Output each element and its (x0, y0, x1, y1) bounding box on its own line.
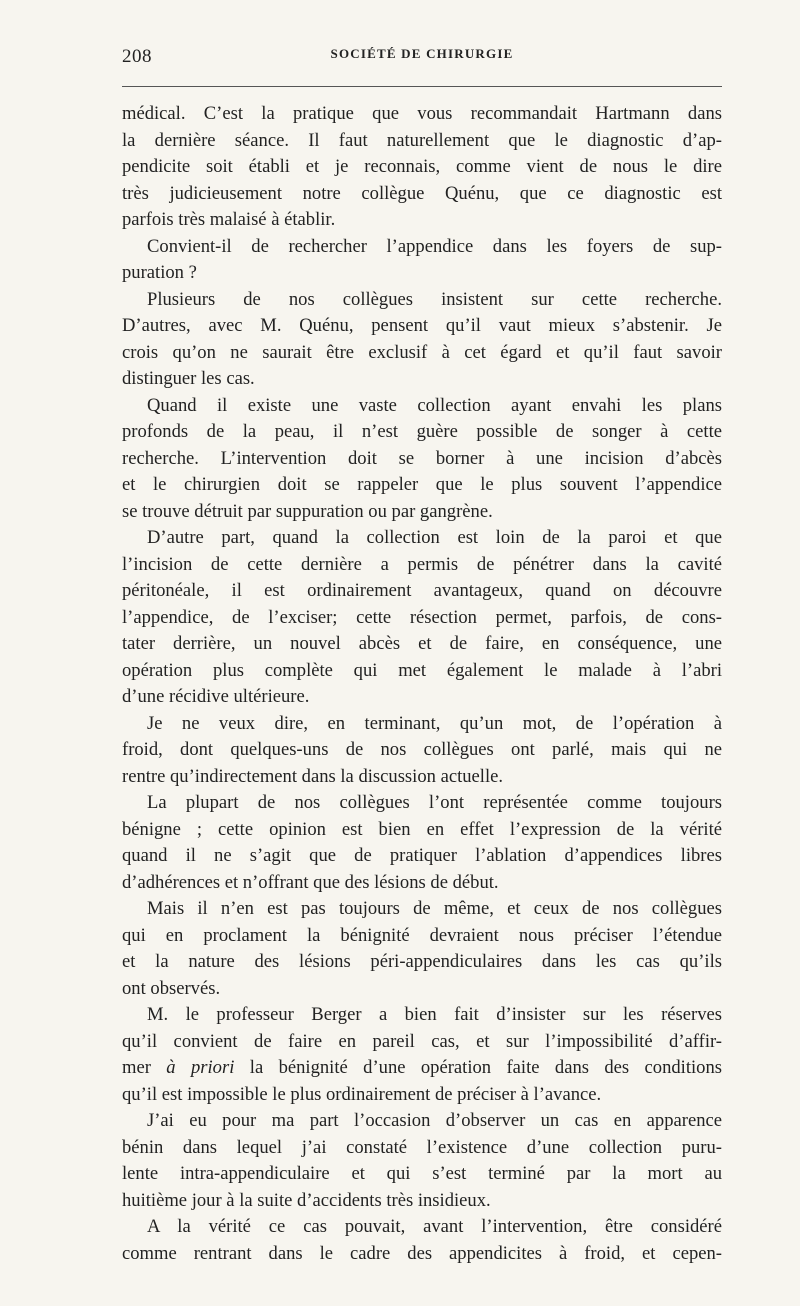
text-line: la dernière séance. Il faut naturellement que le diagnostic d’ap- (122, 129, 722, 151)
text-line: parfois très malaisé à établir. (122, 209, 336, 230)
paragraph (122, 896, 722, 1002)
text-line: d’une récidive ultérieure. (122, 686, 310, 707)
paragraph (122, 1214, 722, 1267)
text-line: se trouve détruit par suppuration ou par gangrène. (122, 500, 493, 522)
paragraph (122, 234, 722, 287)
running-title: SOCIÉTÉ DE CHIRURGIE (330, 46, 514, 61)
page-number: 208 (122, 46, 152, 67)
text-line: Plusieurs de nos collègues insistent sur cette recherche. (147, 288, 722, 310)
text-line: froid, dont quelques-uns de nos collègues ont parlé, mais qui ne (122, 739, 722, 760)
text-line: recherche. L’intervention doit se borner à une incision d’abcès (122, 447, 722, 469)
text-line: pendicite soit établi et je reconnais, comme vient de nous le dire (122, 156, 722, 177)
paragraph (122, 393, 722, 526)
text-line: quand il ne s’agit que de pratiquer l’ablation d’appendices libres (122, 845, 722, 866)
text-line: distinguer les cas. (122, 368, 255, 389)
paragraph (122, 1108, 722, 1214)
body-text (122, 101, 722, 1267)
paragraph (122, 1002, 722, 1108)
text-line: bénin dans lequel j’ai constaté l’existence d’une collection puru- (122, 1136, 722, 1158)
text-line: D’autre part, quand la collection est loin de la paroi et que (147, 527, 722, 548)
text-line: J’ai eu pour ma part l’occasion d’observer un cas en apparence (147, 1110, 722, 1131)
text-line: qu’il est impossible le plus ordinairement de préciser à l’avance. (122, 1083, 602, 1105)
text-line: comme rentrant dans le cadre des appendicites à froid, et cepen- (122, 1242, 722, 1264)
text-line: et le chirurgien doit se rappeler que le plus souvent l’appendice (122, 474, 722, 495)
text-line: qu’il convient de faire en pareil cas, et sur l’impossibilité d’affir- (122, 1030, 722, 1052)
header-rule (122, 86, 722, 87)
text-line: lente intra-appendiculaire et qui s’est terminé par la mort au (122, 1163, 722, 1184)
text-line: très judicieusement notre collègue Quénu, que ce diagnostic est (122, 182, 722, 204)
text-line: l’incision de cette dernière a permis de pénétrer dans la cavité (122, 553, 722, 575)
text-line: mer à priori la bénignité d’une opération faite dans des conditions (122, 1057, 723, 1078)
text-line: l’appendice, de l’exciser; cette résection permet, parfois, de cons- (122, 606, 722, 628)
text-line: D’autres, avec M. Quénu, pensent qu’il vaut mieux s’abstenir. Je (122, 315, 722, 336)
text-line: puration ? (122, 262, 197, 283)
text-line: Mais il n’en est pas toujours de même, et ceux de nos collègues (147, 898, 722, 919)
paragraph (122, 525, 722, 711)
paragraph (122, 711, 722, 791)
text-line: profonds de la peau, il n’est guère possible de songer à cette (122, 421, 722, 442)
text-line: d’adhérences et n’offrant que des lésions de début. (122, 871, 499, 893)
text-line: médical. C’est la pratique que vous recommandait Hartmann dans (122, 103, 722, 124)
text-line: tater derrière, un nouvel abcès et de faire, en conséquence, une (122, 633, 722, 654)
text-line: qui en proclament la bénignité devraient nous préciser l’étendue (122, 924, 722, 946)
text-line: Convient-il de rechercher l’appendice dans les foyers de sup- (147, 235, 722, 257)
text-line: Je ne veux dire, en terminant, qu’un mot, de l’opération à (147, 712, 722, 734)
text-line: La plupart de nos collègues l’ont représentée comme toujours (147, 792, 722, 813)
text-line: opération plus complète qui met également le malade à l’abri (122, 659, 722, 681)
text-line: Quand il existe une vaste collection ayant envahi les plans (147, 394, 722, 416)
paragraph (122, 790, 722, 896)
text-line: ont observés. (122, 977, 221, 999)
text-line: péritonéale, il est ordinairement avantageux, quand on découvre (122, 580, 722, 601)
text-line: M. le professeur Berger a bien fait d’insister sur les réserves (147, 1004, 722, 1025)
paragraph (122, 287, 722, 393)
text-line: A la vérité ce cas pouvait, avant l’intervention, être considéré (147, 1216, 722, 1237)
text-line: et la nature des lésions péri-appendiculaires dans les cas qu’ils (122, 951, 722, 972)
text-line: bénigne ; cette opinion est bien en effet l’expression de la vérité (122, 818, 722, 840)
text-line: crois qu’on ne saurait être exclusif à cet égard et qu’il faut savoir (122, 341, 722, 363)
text-line: huitième jour à la suite d’accidents très insidieux. (122, 1189, 491, 1211)
page-header (122, 46, 722, 70)
paragraph (122, 101, 722, 234)
text-line: rentre qu’indirectement dans la discussion actuelle. (122, 765, 504, 787)
